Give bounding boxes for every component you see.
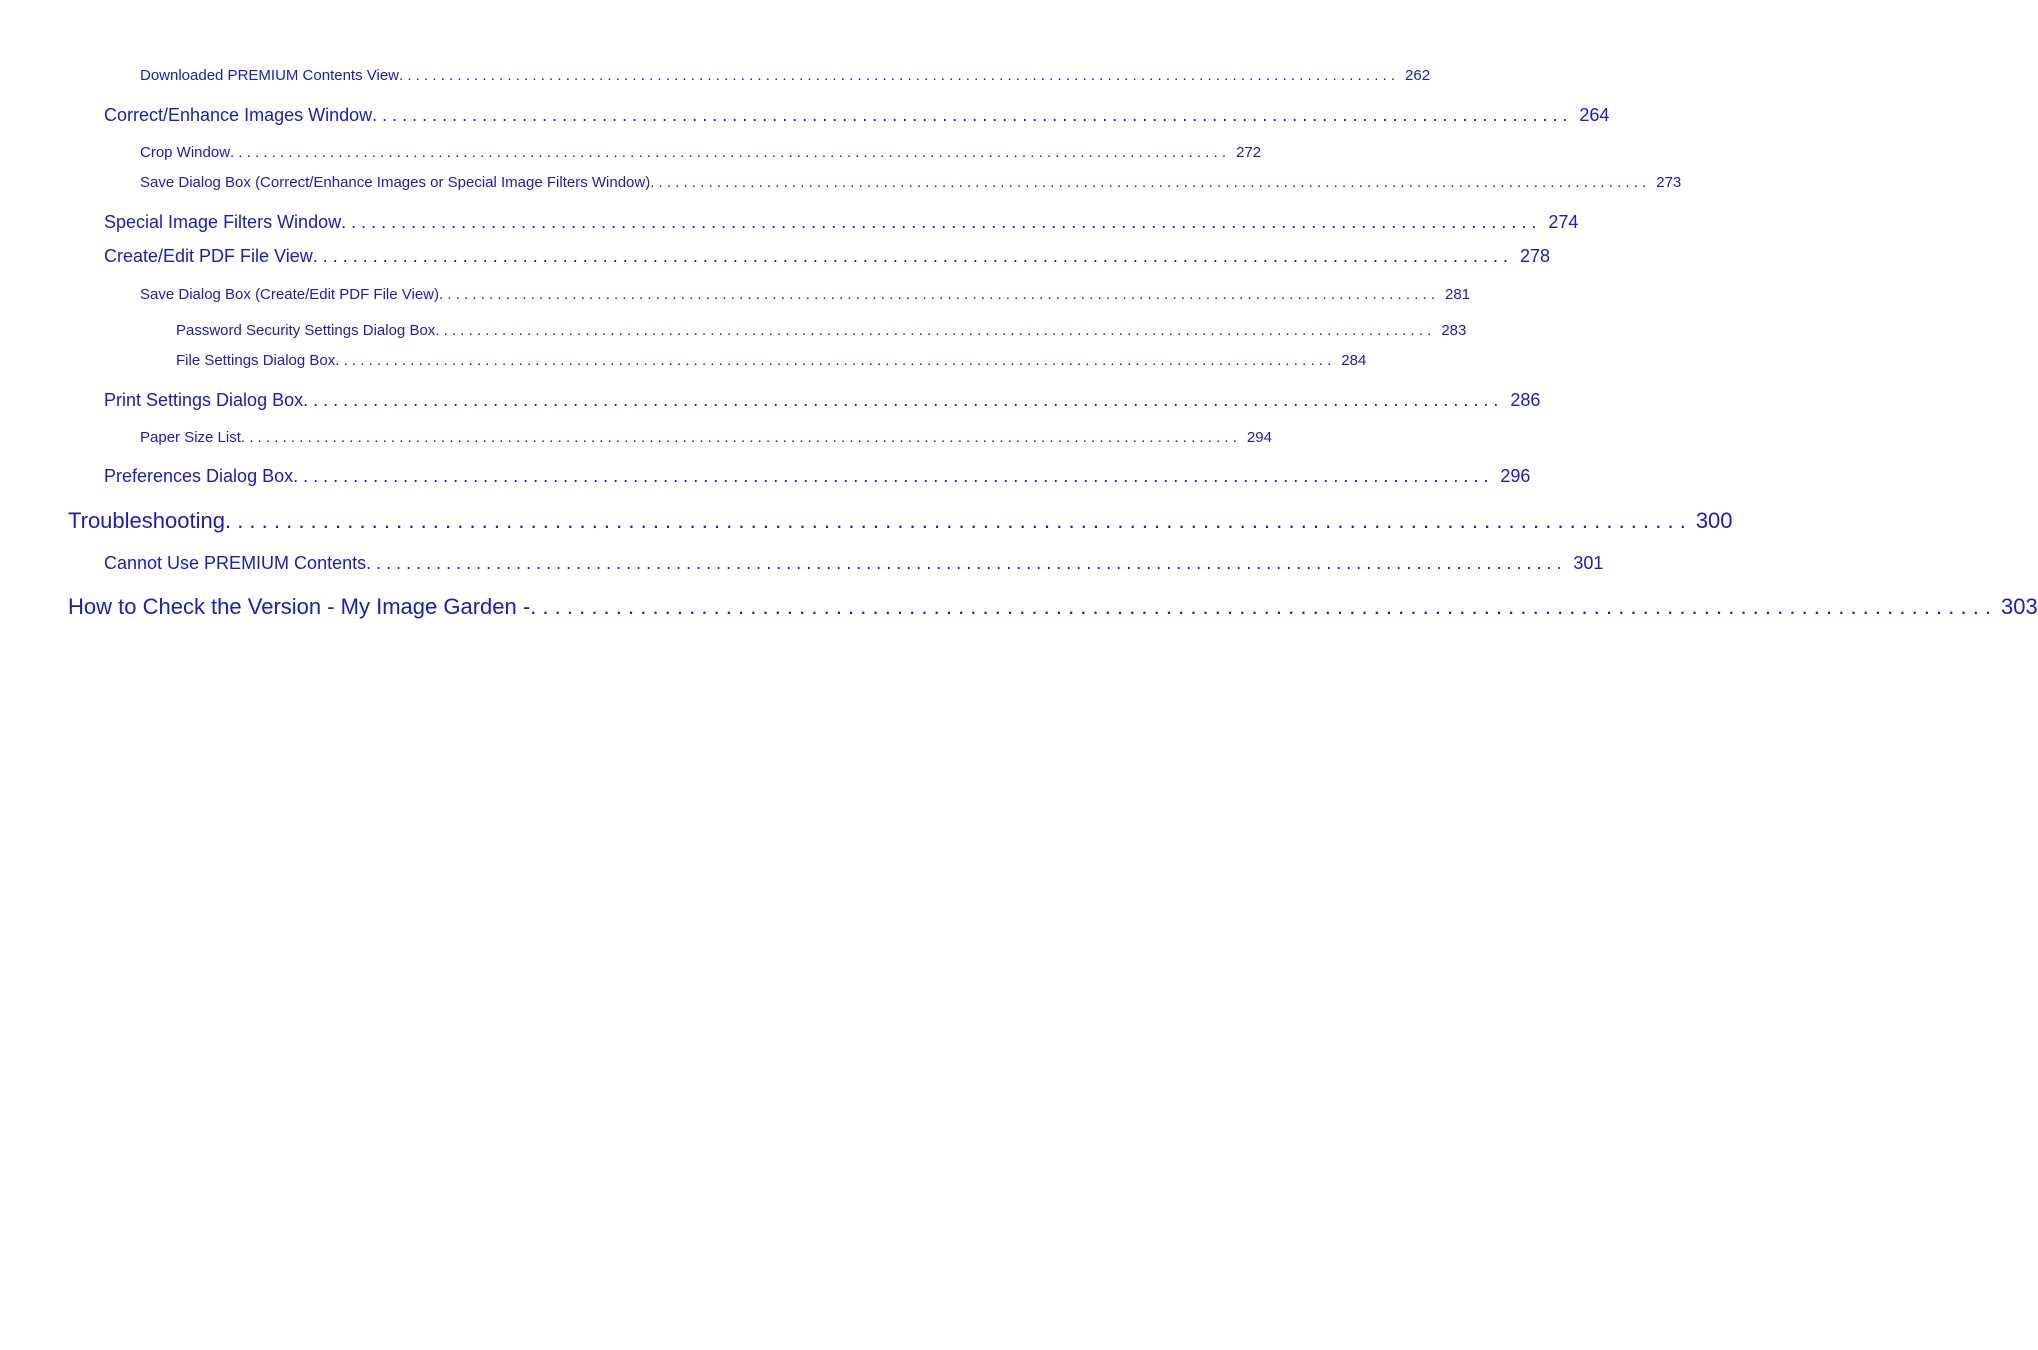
dot-leader: . . . . . . . . . . . . . . . . . . . . . . . . . . . . . . . . . . . . . . . . . . . . . . . . . . . . . . . . . . . . . . . . . . . . . . . . . . . . . . . . . . . . . . . . . . . . . . . . . . . . . . . . . . . . . . . . . . . . . . . .: [372, 105, 1568, 125]
toc-entry-preferences-dialog-box[interactable]: [104, 466, 1531, 490]
dot-leader: . . . . . . . . . . . . . . . . . . . . . . . . . . . . . . . . . . . . . . . . . . . . . . . . . . . . . . . . . . . . . . . . . . . . . . . . . . . . . . . . . . . . . . . . . . . . . . . . . . . . . . . . . . . . . . . . . . . . . . . .: [303, 390, 1499, 410]
dot-leader: . . . . . . . . . . . . . . . . . . . . . . . . . . . . . . . . . . . . . . . . . . . . . . . . . . . . . . . . . . . . . . . . . . . . . . . . . . . . . . . . . . . . . . . . . . . . . . . . . . . . . . . . . . . . . . . . . . . . . . . .: [335, 352, 1332, 369]
dot-leader: . . . . . . . . . . . . . . . . . . . . . . . . . . . . . . . . . . . . . . . . . . . . . . . . . . . . . . . . . . . . . . . . . . . . . . . . . . . . . . . . . . . . . . . . . . . . . . . . . . . . . . . . . . . . . . . . . . . . . . . .: [530, 594, 1992, 619]
toc-entry-title: Crop Window: [140, 144, 231, 161]
dot-leader: . . . . . . . . . . . . . . . . . . . . . . . . . . . . . . . . . . . . . . . . . . . . . . . . . . . . . . . . . . . . . . . . . . . . . . . . . . . . . . . . . . . . . . . . . . . . . . . . . . . . . . . . . . . . . . . . . . . . . . . .: [240, 429, 1237, 446]
dot-leader: . . . . . . . . . . . . . . . . . . . . . . . . . . . . . . . . . . . . . . . . . . . . . . . . . . . . . . . . . . . . . . . . . . . . . . . . . . . . . . . . . . . . . . . . . . . . . . . . . . . . . . . . . . . . . . . . . . . . . . . .: [312, 246, 1508, 266]
toc-entry-page-number: 272: [1236, 144, 1262, 161]
toc-entry-password-security-settings-dialog-box[interactable]: [176, 322, 1467, 342]
toc-entry-title: Print Settings Dialog Box: [104, 390, 304, 410]
dot-leader: . . . . . . . . . . . . . . . . . . . . . . . . . . . . . . . . . . . . . . . . . . . . . . . . . . . . . . . . . . . . . . . . . . . . . . . . . . . . . . . . . . . . . . . . . . . . . . . . . . . . . . . . . . . . . . . . . . . . . . . .: [650, 174, 1647, 191]
toc-entry-save-dialog-box-create-edit-pdf[interactable]: [140, 286, 1471, 306]
toc-entry-page-number: 262: [1405, 67, 1431, 84]
toc-entry-page-number: 283: [1441, 322, 1467, 339]
dot-leader: . . . . . . . . . . . . . . . . . . . . . . . . . . . . . . . . . . . . . . . . . . . . . . . . . . . . . . . . . . . . . . . . . . . . . . . . . . . . . . . . . . . . . . . . . . . . . . . . . . . . . . . . . . . . . . . . . . . . . . . .: [399, 67, 1396, 84]
toc-entry-title: Save Dialog Box (Correct/Enhance Images or Special Image Filters Window): [140, 174, 651, 191]
dot-leader: . . . . . . . . . . . . . . . . . . . . . . . . . . . . . . . . . . . . . . . . . . . . . . . . . . . . . . . . . . . . . . . . . . . . . . . . . . . . . . . . . . . . . . . . . . . . . . . . . . . . . . . . . . . . . . . . . . . . . . . .: [230, 144, 1227, 161]
toc-entry-how-to-check-the-version[interactable]: [68, 594, 2038, 622]
toc-entry-page-number: 294: [1246, 429, 1272, 446]
toc-entry-create-edit-pdf-file-view[interactable]: [104, 246, 1551, 270]
toc-entry-title: Cannot Use PREMIUM Contents: [104, 553, 367, 573]
toc-entry-title: Downloaded PREMIUM Contents View: [140, 67, 400, 84]
toc-entry-title: Paper Size List: [140, 429, 241, 446]
toc-entry-paper-size-list[interactable]: [140, 429, 1272, 449]
toc-entry-correct-enhance-images-window[interactable]: [104, 105, 1610, 129]
toc-entry-downloaded-premium-contents-view[interactable]: [140, 67, 1431, 87]
toc-entry-file-settings-dialog-box[interactable]: [176, 352, 1367, 372]
dot-leader: . . . . . . . . . . . . . . . . . . . . . . . . . . . . . . . . . . . . . . . . . . . . . . . . . . . . . . . . . . . . . . . . . . . . . . . . . . . . . . . . . . . . . . . . . . . . . . . . . . . . . . . . . . . . . . . . . . . . . . . .: [224, 508, 1686, 533]
toc-entry-title: Password Security Settings Dialog Box: [176, 322, 436, 339]
toc-entry-page-number: 281: [1445, 286, 1471, 303]
toc-entry-title: Special Image Filters Window: [104, 212, 342, 232]
toc-entry-cannot-use-premium-contents[interactable]: [104, 553, 1604, 577]
toc-entry-special-image-filters-window[interactable]: [104, 212, 1579, 236]
toc-entry-title: Preferences Dialog Box: [104, 466, 294, 486]
dot-leader: . . . . . . . . . . . . . . . . . . . . . . . . . . . . . . . . . . . . . . . . . . . . . . . . . . . . . . . . . . . . . . . . . . . . . . . . . . . . . . . . . . . . . . . . . . . . . . . . . . . . . . . . . . . . . . . . . . . . . . . .: [435, 322, 1432, 339]
toc-entry-page-number: 301: [1573, 553, 1604, 573]
dot-leader: . . . . . . . . . . . . . . . . . . . . . . . . . . . . . . . . . . . . . . . . . . . . . . . . . . . . . . . . . . . . . . . . . . . . . . . . . . . . . . . . . . . . . . . . . . . . . . . . . . . . . . . . . . . . . . . . . . . . . . . .: [293, 466, 1489, 486]
toc-entry-page-number: 286: [1510, 390, 1541, 410]
toc-entry-title: Save Dialog Box (Create/Edit PDF File View): [140, 286, 440, 303]
toc-entry-page-number: 303: [2001, 594, 2038, 619]
toc-entry-title: File Settings Dialog Box: [176, 352, 336, 369]
toc-entry-title: How to Check the Version - My Image Garden -: [68, 594, 531, 619]
dot-leader: . . . . . . . . . . . . . . . . . . . . . . . . . . . . . . . . . . . . . . . . . . . . . . . . . . . . . . . . . . . . . . . . . . . . . . . . . . . . . . . . . . . . . . . . . . . . . . . . . . . . . . . . . . . . . . . . . . . . . . . .: [439, 286, 1436, 303]
toc-entry-page-number: 273: [1656, 174, 1682, 191]
dot-leader: . . . . . . . . . . . . . . . . . . . . . . . . . . . . . . . . . . . . . . . . . . . . . . . . . . . . . . . . . . . . . . . . . . . . . . . . . . . . . . . . . . . . . . . . . . . . . . . . . . . . . . . . . . . . . . . . . . . . . . . .: [366, 553, 1562, 573]
toc-entry-page-number: 264: [1579, 105, 1610, 125]
dot-leader: . . . . . . . . . . . . . . . . . . . . . . . . . . . . . . . . . . . . . . . . . . . . . . . . . . . . . . . . . . . . . . . . . . . . . . . . . . . . . . . . . . . . . . . . . . . . . . . . . . . . . . . . . . . . . . . . . . . . . . . .: [341, 212, 1537, 232]
toc-entry-page-number: 274: [1548, 212, 1579, 232]
toc-entry-troubleshooting[interactable]: [68, 508, 1733, 536]
toc-entry-page-number: 296: [1500, 466, 1531, 486]
toc-entry-title: Troubleshooting: [68, 508, 225, 533]
toc-entry-page-number: 300: [1695, 508, 1733, 533]
toc-entry-page-number: 284: [1341, 352, 1367, 369]
toc-entry-title: Correct/Enhance Images Window: [104, 105, 373, 125]
toc-entry-page-number: 278: [1519, 246, 1551, 266]
toc-entry-crop-window[interactable]: [140, 144, 1262, 164]
toc-entry-print-settings-dialog-box[interactable]: [104, 390, 1541, 414]
toc-entry-title: Create/Edit PDF File View: [104, 246, 313, 266]
toc-entry-save-dialog-box-correct-enhance[interactable]: [140, 174, 1682, 194]
